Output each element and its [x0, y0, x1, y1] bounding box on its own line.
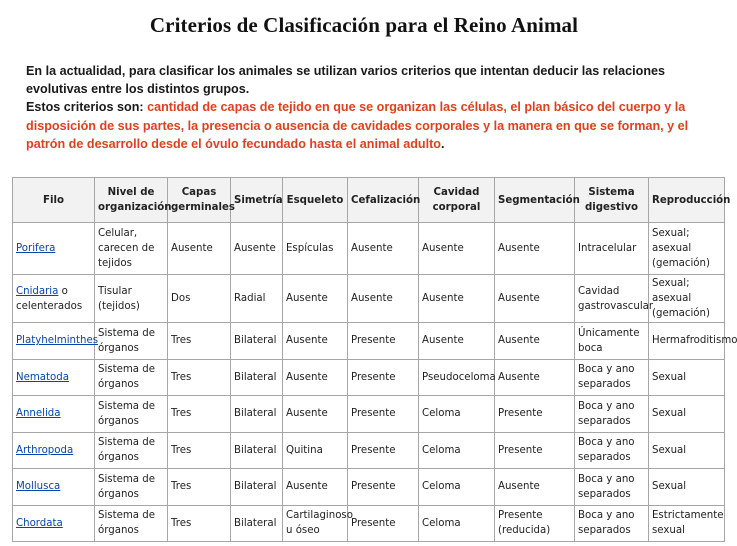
table-cell: Celoma: [419, 505, 495, 542]
table-cell: Bilateral: [231, 469, 283, 506]
table-row: [13, 275, 725, 323]
table-cell: Celoma: [419, 396, 495, 433]
filo-link[interactable]: Nematoda: [16, 371, 69, 383]
table-row: [13, 396, 725, 433]
table-cell: Presente: [348, 505, 419, 542]
table-cell: Presente: [348, 469, 419, 506]
filo-link[interactable]: Arthropoda: [16, 444, 74, 456]
page-title: Criterios de Clasificación para el Reino Animal: [149, 13, 579, 37]
table-cell: Celoma: [419, 432, 495, 469]
table-cell: Tres: [168, 505, 231, 542]
table-cell: Presente: [348, 323, 419, 360]
filo-link[interactable]: Mollusca: [16, 481, 61, 493]
table-cell: Estrictamente sexual: [649, 505, 725, 542]
column-header: Capas germinales: [168, 178, 231, 223]
table-cell: Bilateral: [231, 505, 283, 542]
table-row: [13, 469, 725, 506]
filo-cell: [13, 396, 95, 433]
table-cell: Tres: [168, 469, 231, 506]
table-cell: Presente: [348, 359, 419, 396]
criteria-highlight: cantidad de capas de tejido en que se organizan las células, el plan básico del cuerpo y la disposición de sus partes, la presencia o ausencia de cavidades corporales y la manera en que se forman, y el patrón de desarrollo desde el óvulo fecundado hasta el animal adulto: [26, 100, 689, 151]
filo-extra-text: o celenterados: [16, 285, 83, 312]
table-cell: Sexual: [649, 396, 725, 433]
table-cell: Ausente: [419, 223, 495, 275]
table-cell: Ausente: [283, 275, 348, 323]
table-cell: Ausente: [348, 275, 419, 323]
column-header: Cavidad corporal: [419, 178, 495, 223]
table-cell: Sistema de órganos: [95, 432, 168, 469]
table-cell: Quitina: [283, 432, 348, 469]
table-cell: Sexual; asexual (gemación): [649, 275, 725, 323]
table-cell: Ausente: [231, 223, 283, 275]
filo-cell: [13, 505, 95, 542]
table-cell: Ausente: [419, 323, 495, 360]
table-cell: Ausente: [283, 323, 348, 360]
column-header: Cefalización: [348, 178, 419, 223]
filo-link[interactable]: Annelida: [16, 408, 61, 420]
table-cell: Boca y ano separados: [575, 432, 649, 469]
table-cell: Ausente: [495, 359, 575, 396]
table-cell: Bilateral: [231, 396, 283, 433]
table-cell: Bilateral: [231, 359, 283, 396]
intro-paragraph: En la actualidad, para clasificar los animales se utilizan varios criterios que intentan deducir las relaciones evolutivas entre los distintos grupos.: [26, 64, 666, 97]
table-cell: Ausente: [168, 223, 231, 275]
table-cell: Dos: [168, 275, 231, 323]
column-header: Esqueleto: [283, 178, 348, 223]
table-cell: Ausente: [495, 469, 575, 506]
table-cell: Presente (reducida): [495, 505, 575, 542]
table-cell: Presente: [495, 432, 575, 469]
table-cell: Bilateral: [231, 432, 283, 469]
table-cell: Boca y ano separados: [575, 359, 649, 396]
table-cell: Ausente: [348, 223, 419, 275]
table-cell: Bilateral: [231, 323, 283, 360]
filo-cell: [13, 432, 95, 469]
table-cell: Sexual: [649, 432, 725, 469]
table-cell: Intracelular: [575, 223, 649, 275]
table-row: [13, 432, 725, 469]
column-header: Simetría: [231, 178, 283, 223]
table-cell: Boca y ano separados: [575, 396, 649, 433]
table-cell: Celoma: [419, 469, 495, 506]
table-cell: Hermafroditismo: [649, 323, 725, 360]
table-cell: Sexual: [649, 359, 725, 396]
table-cell: Sistema de órganos: [95, 323, 168, 360]
table-cell: Ausente: [283, 469, 348, 506]
filo-cell: [13, 359, 95, 396]
filo-cell: [13, 323, 99, 360]
table-cell: Ausente: [495, 223, 575, 275]
table-row: [13, 223, 725, 275]
column-header: Reproducción: [649, 178, 725, 223]
table-cell: Celular, carecen de tejidos: [95, 223, 168, 275]
table-row: [13, 323, 725, 360]
table-cell: Ausente: [283, 359, 348, 396]
table-cell: Presente: [348, 396, 419, 433]
table-cell: Boca y ano separados: [575, 469, 649, 506]
table-cell: Ausente: [283, 396, 348, 433]
filo-link[interactable]: Platyhelminthes: [16, 335, 99, 347]
table-cell: Sistema de órganos: [95, 359, 168, 396]
filo-cell: [13, 223, 95, 275]
intro-text: [26, 62, 716, 153]
table-cell: Ausente: [495, 323, 575, 360]
table-row: [13, 505, 725, 542]
table-cell: Cartilaginoso u óseo: [283, 505, 348, 542]
filo-link[interactable]: Chordata: [16, 517, 63, 529]
classification-table: [12, 177, 737, 542]
criteria-end: .: [440, 136, 445, 151]
table-header-row: [13, 178, 725, 223]
filo-link[interactable]: Cnidaria: [16, 285, 59, 297]
table-cell: Presente: [495, 396, 575, 433]
filo-cell: [13, 469, 95, 506]
table-cell: Sistema de órganos: [95, 396, 168, 433]
table-row: [13, 359, 725, 396]
table-cell: Pseudoceloma: [419, 359, 495, 396]
filo-link[interactable]: Porifera: [16, 243, 56, 254]
table-cell: Tres: [168, 432, 231, 469]
table-cell: Boca y ano separados: [575, 505, 649, 542]
table-cell: Ausente: [495, 275, 575, 323]
table-cell: Sexual: [649, 469, 725, 506]
table-cell: Sistema de órganos: [95, 469, 168, 506]
table-cell: Sexual; asexual (gemación): [649, 223, 725, 275]
table-cell: Presente: [348, 432, 419, 469]
table-cell: Tisular (tejidos): [95, 275, 168, 323]
table-cell: Tres: [168, 396, 231, 433]
table-body: [13, 223, 737, 542]
table-cell: Cavidad gastrovascular: [575, 275, 649, 323]
table-cell: Tres: [168, 359, 231, 396]
table-cell: Ausente: [419, 275, 495, 323]
column-header: Segmentación: [495, 178, 575, 223]
table-cell: Espículas: [283, 223, 348, 275]
table-cell: Tres: [168, 323, 231, 360]
criteria-prefix: Estos criterios son:: [26, 100, 148, 115]
table-cell: Únicamente boca: [575, 323, 649, 360]
column-header: Sistema digestivo: [575, 178, 649, 223]
column-header: Nivel de organización: [95, 178, 168, 223]
column-header: Filo: [13, 178, 95, 223]
table-cell: Sistema de órganos: [95, 505, 168, 542]
filo-cell: [13, 275, 95, 323]
table-cell: Radial: [231, 275, 283, 323]
